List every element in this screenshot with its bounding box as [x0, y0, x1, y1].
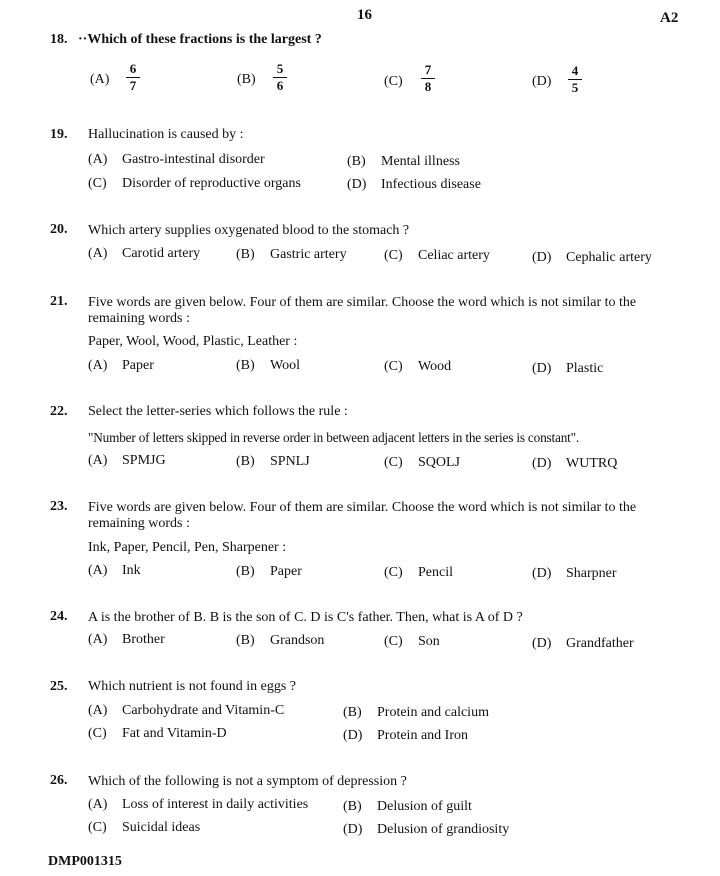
- option-a: (A) Paper: [88, 358, 154, 373]
- set-code: A2: [660, 10, 679, 26]
- option-d: (D) Sharpner: [532, 566, 617, 581]
- option-c-label: (C): [384, 74, 403, 89]
- question-subtext: Paper, Wool, Wood, Plastic, Leather :: [88, 334, 298, 349]
- question-text: Five words are given below. Four of them are similar. Choose the word which is not similar to the remaining words :: [88, 295, 637, 326]
- question-text: Select the letter-series which follows the rule :: [88, 404, 348, 419]
- question-text: Which nutrient is not found in eggs ?: [88, 679, 297, 694]
- question-number: 20.: [50, 222, 68, 237]
- question-subtext: Ink, Paper, Pencil, Pen, Sharpener :: [88, 540, 287, 555]
- option-d: (D) Cephalic artery: [532, 250, 652, 265]
- option-b-label: (B): [237, 72, 256, 87]
- option-d-fraction: 4 5: [568, 64, 582, 95]
- option-a: (A) Brother: [88, 632, 165, 647]
- option-d: (D) Protein and Iron: [343, 728, 468, 743]
- question-number: 24.: [50, 609, 68, 624]
- option-b: (B) SPNLJ: [236, 454, 310, 469]
- option-a: (A) Carbohydrate and Vitamin-C: [88, 703, 285, 718]
- option-d: (D) Infectious disease: [347, 177, 481, 192]
- question-number: 19.: [50, 127, 68, 142]
- paper-code: DMP001315: [48, 854, 122, 869]
- question-text: Five words are given below. Four of them are similar. Choose the word which is not similar to the remaining words :: [88, 500, 637, 531]
- option-c: (C) Suicidal ideas: [88, 820, 201, 835]
- option-a: (A) SPMJG: [88, 453, 166, 468]
- option-b: (B) Gastric artery: [236, 247, 347, 262]
- option-c: (C) Pencil: [384, 565, 453, 580]
- question-subtext: "Number of letters skipped in reverse order in between adjacent letters in the series is constant".: [88, 430, 579, 445]
- question-number: 26.: [50, 773, 68, 788]
- option-c: (C) Disorder of reproductive organs: [88, 176, 301, 191]
- option-b: (B) Mental illness: [347, 154, 460, 169]
- option-a: (A) Ink: [88, 563, 141, 578]
- question-text: A is the brother of B. B is the son of C. D is C's father. Then, what is A of D ?: [88, 610, 523, 625]
- option-c: (C) SQOLJ: [384, 455, 461, 470]
- question-text: Hallucination is caused by :: [88, 127, 244, 142]
- question-text: Which of the following is not a symptom of depression ?: [88, 774, 407, 789]
- option-d: (D) Delusion of grandiosity: [343, 822, 510, 837]
- question-text: ··Which of these fractions is the largest ?: [78, 32, 322, 47]
- question-number: 23.: [50, 499, 68, 514]
- option-c-fraction: 7 8: [421, 63, 435, 94]
- option-c: (C) Son: [384, 634, 440, 649]
- option-b: (B) Grandson: [236, 633, 325, 648]
- option-d-label: (D): [532, 74, 552, 89]
- option-b: (B) Protein and calcium: [343, 705, 489, 720]
- question-number: 25.: [50, 679, 68, 694]
- option-c: (C) Fat and Vitamin-D: [88, 726, 227, 741]
- option-b: (B) Paper: [236, 564, 302, 579]
- question-number: 22.: [50, 404, 68, 419]
- option-a-label: (A): [90, 72, 110, 87]
- option-a-fraction: 6 7: [126, 62, 140, 93]
- option-b: (B) Wool: [236, 358, 300, 373]
- option-d: (D) WUTRQ: [532, 456, 618, 471]
- page-number: 16: [357, 7, 372, 23]
- option-d: (D) Grandfather: [532, 636, 634, 651]
- option-d: (D) Plastic: [532, 361, 604, 376]
- option-b-fraction: 5 6: [273, 62, 287, 93]
- question-number: 18.: [50, 32, 68, 47]
- option-c: (C) Celiac artery: [384, 248, 490, 263]
- option-a: (A) Loss of interest in daily activities: [88, 797, 309, 812]
- option-b: (B) Delusion of guilt: [343, 799, 472, 814]
- question-number: 21.: [50, 294, 68, 309]
- question-text: Which artery supplies oxygenated blood to the stomach ?: [88, 223, 410, 238]
- option-a: (A) Gastro-intestinal disorder: [88, 152, 265, 167]
- option-a: (A) Carotid artery: [88, 246, 201, 261]
- option-c: (C) Wood: [384, 359, 452, 374]
